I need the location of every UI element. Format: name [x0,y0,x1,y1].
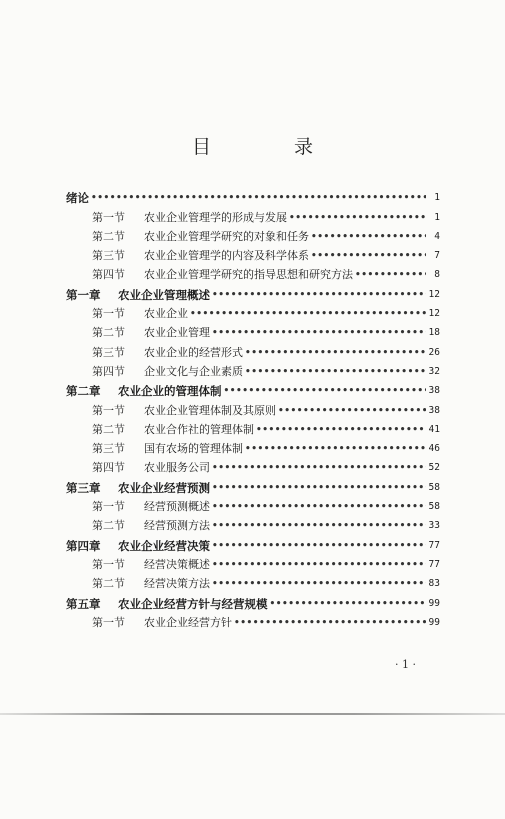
toc-entry-page: 38 [428,404,440,416]
toc-section-entry [66,225,440,244]
toc-entry-title: 农业企业经营方针 [144,615,232,629]
toc-entry-page: 8 [434,269,440,281]
toc-entry-title: 国有农场的管理体制 [144,442,243,456]
toc-entry-title: 经营决策概述 [144,557,210,571]
toc-entry-page: 7 [434,250,440,262]
toc-entry-page: 77 [428,558,440,570]
toc-entry-page: 26 [428,346,440,358]
toc-entry-title: 农业企业的管理体制 [118,384,222,399]
toc-entry-page: 52 [428,462,440,474]
toc-entry-label: 第四章 [66,538,101,553]
toc-section-entry [66,514,440,533]
toc-entry-title: 农业企业管理学研究的对象和任务 [144,229,309,243]
toc-entry-label: 第二节 [92,229,125,243]
toc-entry-title: 经营预测方法 [144,519,210,533]
toc-entry-label: 第一节 [92,210,125,224]
toc-entry-label: 第二章 [66,384,101,399]
toc-entry-title: 农业企业管理 [144,326,210,340]
toc-chapter-entry [66,282,440,301]
toc-entry-page: 99 [428,616,440,628]
dot-leader [234,616,426,630]
dot-leader [245,442,426,456]
page-number: · 1 · [395,658,416,671]
dot-leader [278,404,426,418]
dot-leader [256,423,426,437]
dot-leader [212,500,426,514]
toc-entry-label: 第一章 [66,287,101,302]
toc-entry-label: 第五章 [66,596,101,611]
toc-entry-page: 58 [428,501,440,513]
toc-section-entry [66,302,440,321]
dot-leader [270,597,427,611]
toc-section-entry [66,437,440,456]
dot-leader [245,346,426,360]
toc-entry-page: 99 [428,597,440,609]
toc-entry-page: 38 [428,385,440,397]
toc-entry-page: 1 [434,192,440,204]
toc-entry-title: 企业文化与企业素质 [144,364,243,378]
toc-section-entry [66,611,440,630]
toc-entry-title: 农业企业经营方针与经营规模 [118,596,268,611]
dot-leader [245,365,426,379]
toc-entry-page: 77 [428,539,440,551]
toc-entry-label: 第二节 [92,326,125,340]
dot-leader [224,384,427,398]
toc-entry-label: 第一节 [92,615,125,629]
toc-entry-page: 46 [428,443,440,455]
toc-entry-label: 第三节 [92,249,125,263]
toc-entry-page: 4 [434,230,440,242]
toc-chapter-entry [66,379,440,398]
toc-chapter-entry [66,475,440,494]
toc-section-entry [66,321,440,340]
toc-entry-title: 农业合作社的管理体制 [144,422,254,436]
toc-entry-label: 绪论 [66,191,89,206]
toc-section-entry [66,263,440,282]
toc-entry-page: 32 [428,365,440,377]
toc-section-entry [66,553,440,572]
toc-entry-page: 33 [428,520,440,532]
dot-leader [190,307,426,321]
toc-entry-page: 12 [428,288,440,300]
toc-entry-label: 第四节 [92,461,125,475]
toc-entry-title: 农业企业管理学的内容及科学体系 [144,249,309,263]
page-title: 目 录 [191,136,345,158]
dot-leader [212,558,426,572]
toc-entry-title: 农业企业 [144,307,188,321]
toc-section-entry [66,205,440,224]
dot-leader [289,211,426,225]
dot-leader [91,191,426,205]
toc-entry-label: 第二节 [92,519,125,533]
toc-section-entry [66,398,440,417]
toc-entry-label: 第二节 [92,577,125,591]
toc-entry-page: 58 [428,481,440,493]
toc-entry-title: 农业企业管理学的形成与发展 [144,210,287,224]
toc-section-entry [66,418,440,437]
toc-chapter-entry [66,186,440,205]
toc-entry-title: 经营决策方法 [144,577,210,591]
toc-entry-title: 农业企业经营决策 [118,538,210,553]
toc-entry-title: 农业企业的经营形式 [144,345,243,359]
table-of-contents [66,186,440,630]
scan-edge-line [0,713,505,715]
toc-section-entry [66,244,440,263]
toc-entry-title: 农业企业经营预测 [118,480,210,495]
toc-entry-label: 第二节 [92,422,125,436]
toc-entry-label: 第一节 [92,500,125,514]
toc-entry-page: 12 [428,308,440,320]
toc-entry-title: 经营预测概述 [144,500,210,514]
toc-entry-page: 1 [434,211,440,223]
toc-section-entry [66,572,440,591]
toc-entry-label: 第三节 [92,345,125,359]
dot-leader [212,461,426,475]
toc-entry-label: 第四节 [92,364,125,378]
toc-entry-label: 第一节 [92,307,125,321]
toc-section-entry [66,340,440,359]
toc-section-entry [66,360,440,379]
dot-leader [212,539,426,553]
dot-leader [212,519,426,533]
toc-entry-page: 83 [428,578,440,590]
dot-leader [355,268,426,282]
toc-entry-label: 第三章 [66,480,101,495]
toc-chapter-entry [66,533,440,552]
toc-chapter-entry [66,591,440,610]
toc-entry-label: 第四节 [92,268,125,282]
toc-entry-title: 农业企业管理概述 [118,287,210,302]
dot-leader [212,288,426,302]
toc-entry-page: 18 [428,327,440,339]
dot-leader [311,249,426,263]
dot-leader [311,230,426,244]
dot-leader [212,481,426,495]
toc-entry-title: 农业企业管理学研究的指导思想和研究方法 [144,268,353,282]
toc-entry-title: 农业企业管理体制及其原则 [144,403,276,417]
toc-entry-label: 第一节 [92,557,125,571]
dot-leader [212,577,426,591]
toc-entry-title: 农业服务公司 [144,461,210,475]
toc-entry-label: 第一节 [92,403,125,417]
toc-entry-page: 41 [428,423,440,435]
toc-entry-label: 第三节 [92,442,125,456]
dot-leader [212,326,426,340]
toc-section-entry [66,495,440,514]
toc-section-entry [66,456,440,475]
